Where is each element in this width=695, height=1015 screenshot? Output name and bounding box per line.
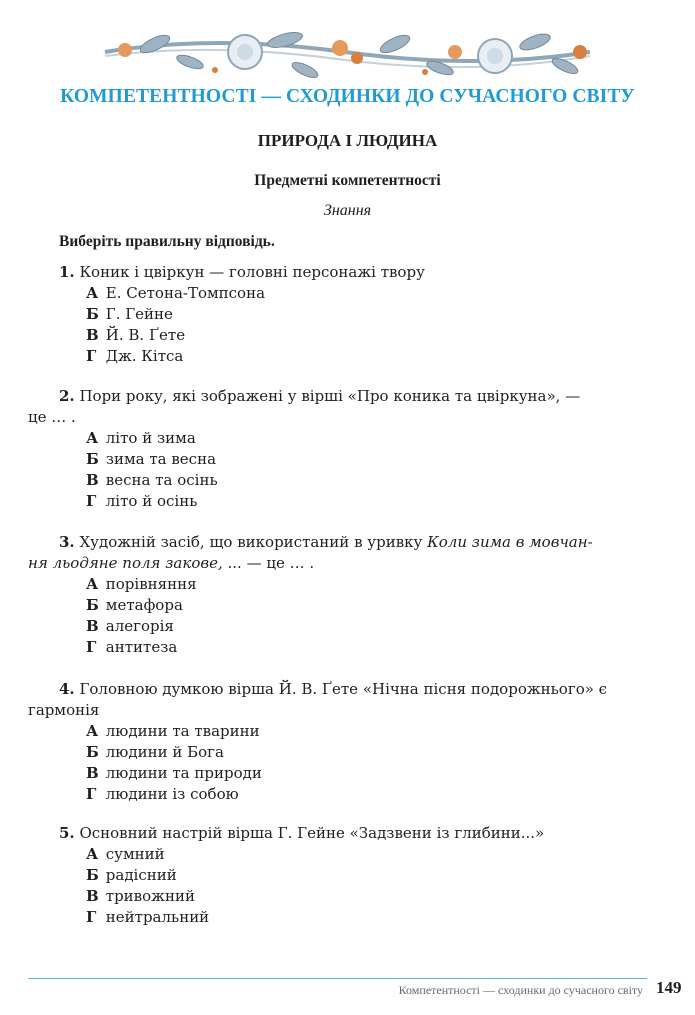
option-letter: Г (86, 785, 97, 803)
option-text: людини із собою (105, 785, 239, 803)
option[interactable] (86, 470, 218, 491)
option-letter: Г (86, 908, 97, 926)
option-letter: А (86, 722, 99, 740)
option-letter: Б (86, 305, 99, 323)
option[interactable] (86, 325, 185, 346)
option-text: тривожний (105, 887, 195, 905)
option-text: літо й осінь (105, 492, 198, 510)
option-text: радісний (105, 866, 177, 884)
question-4 (59, 679, 607, 700)
option[interactable] (86, 742, 224, 763)
option[interactable] (86, 595, 183, 616)
option[interactable] (86, 574, 197, 595)
option-text: Г. Гейне (105, 305, 173, 323)
option-letter: В (86, 617, 99, 635)
option-text: людини та тварини (105, 722, 260, 740)
question-text: Основний настрій вірша Г. Гейне «Задзвени із глибини...» (79, 824, 545, 842)
option[interactable] (86, 491, 197, 512)
question-2 (59, 386, 580, 407)
question-number: 5. (59, 824, 75, 842)
floral-ornament (95, 22, 600, 82)
option-letter: В (86, 326, 99, 344)
quoted-excerpt: Коли зима в мовчан- (427, 533, 593, 551)
option-text: літо й зима (105, 429, 196, 447)
option-letter: Б (86, 596, 99, 614)
question-text-continued: це … . (28, 408, 76, 426)
option-text: Е. Сетона-Томпсона (105, 284, 266, 302)
option-letter: А (86, 284, 99, 302)
section-title: ПРИРОДА І ЛЮДИНА (257, 131, 438, 150)
option-text: нейтральний (105, 908, 210, 926)
option-text: порівняння (105, 575, 197, 593)
running-footer: Компетентності — сходинки до сучасного світу (398, 983, 643, 997)
option-letter: Б (86, 866, 99, 884)
option[interactable] (86, 907, 209, 928)
option-letter: Г (86, 492, 97, 510)
option-text: весна та осінь (105, 471, 218, 489)
option-text: антитеза (105, 638, 178, 656)
option-letter: А (86, 845, 99, 863)
option[interactable] (86, 763, 262, 784)
option-text: людини та природи (105, 764, 262, 782)
question-1 (59, 262, 425, 283)
question-5 (59, 823, 544, 844)
option-text: Й. В. Ґете (105, 326, 186, 344)
instruction: Виберіть правильну відповідь. (59, 233, 275, 250)
option[interactable] (86, 304, 173, 325)
option[interactable] (86, 721, 260, 742)
option-text: сумний (105, 845, 165, 863)
option-letter: В (86, 764, 99, 782)
option-text: Дж. Кітса (105, 347, 184, 365)
option[interactable] (86, 616, 174, 637)
option-letter: Б (86, 450, 99, 468)
option-letter: В (86, 887, 99, 905)
option-letter: Б (86, 743, 99, 761)
option[interactable] (86, 886, 195, 907)
option-text: зима та весна (105, 450, 217, 468)
option-letter: А (86, 429, 99, 447)
question-text: Художній засіб, що використаний в уривку (79, 533, 423, 551)
quoted-excerpt-continued: ня льодяне поля закове, ... (28, 554, 242, 572)
question-text: Головною думкою вірша Й. В. Ґете «Нічна пісня подорожнього» є (79, 680, 608, 698)
question-text-continued: гармонія (28, 701, 100, 719)
page-number: 149 (656, 978, 682, 997)
option[interactable] (86, 844, 165, 865)
option[interactable] (86, 637, 177, 658)
question-number: 2. (59, 387, 75, 405)
option-letter: Г (86, 347, 97, 365)
option[interactable] (86, 865, 177, 886)
option[interactable] (86, 283, 265, 304)
category-title: Знання (323, 202, 372, 219)
ornament-flowers (118, 35, 587, 75)
option-letter: Г (86, 638, 97, 656)
option-text: людини й Бога (105, 743, 224, 761)
option[interactable] (86, 449, 216, 470)
option-letter: В (86, 471, 99, 489)
option-letter: А (86, 575, 99, 593)
question-text-end: — це … . (241, 554, 315, 572)
option-text: алегорія (105, 617, 174, 635)
option[interactable] (86, 428, 196, 449)
option-text: метафора (105, 596, 183, 614)
option[interactable] (86, 784, 239, 805)
question-number: 3. (59, 533, 75, 551)
question-text: Коник і цвіркун — головні персонажі твору (79, 263, 425, 281)
question-3 (59, 532, 593, 553)
chapter-header: КОМПЕТЕНТНОСТІ — СХОДИНКИ ДО СУЧАСНОГО СВІТУ (60, 86, 635, 107)
question-text-continued (28, 553, 314, 574)
subsection-title: Предметні компетентності (254, 172, 441, 189)
question-number: 4. (59, 680, 75, 698)
footer-rule (28, 978, 647, 979)
option[interactable] (86, 346, 183, 367)
question-number: 1. (59, 263, 75, 281)
question-text: Пори року, які зображені у вірші «Про коника та цвіркуна», — (79, 387, 581, 405)
